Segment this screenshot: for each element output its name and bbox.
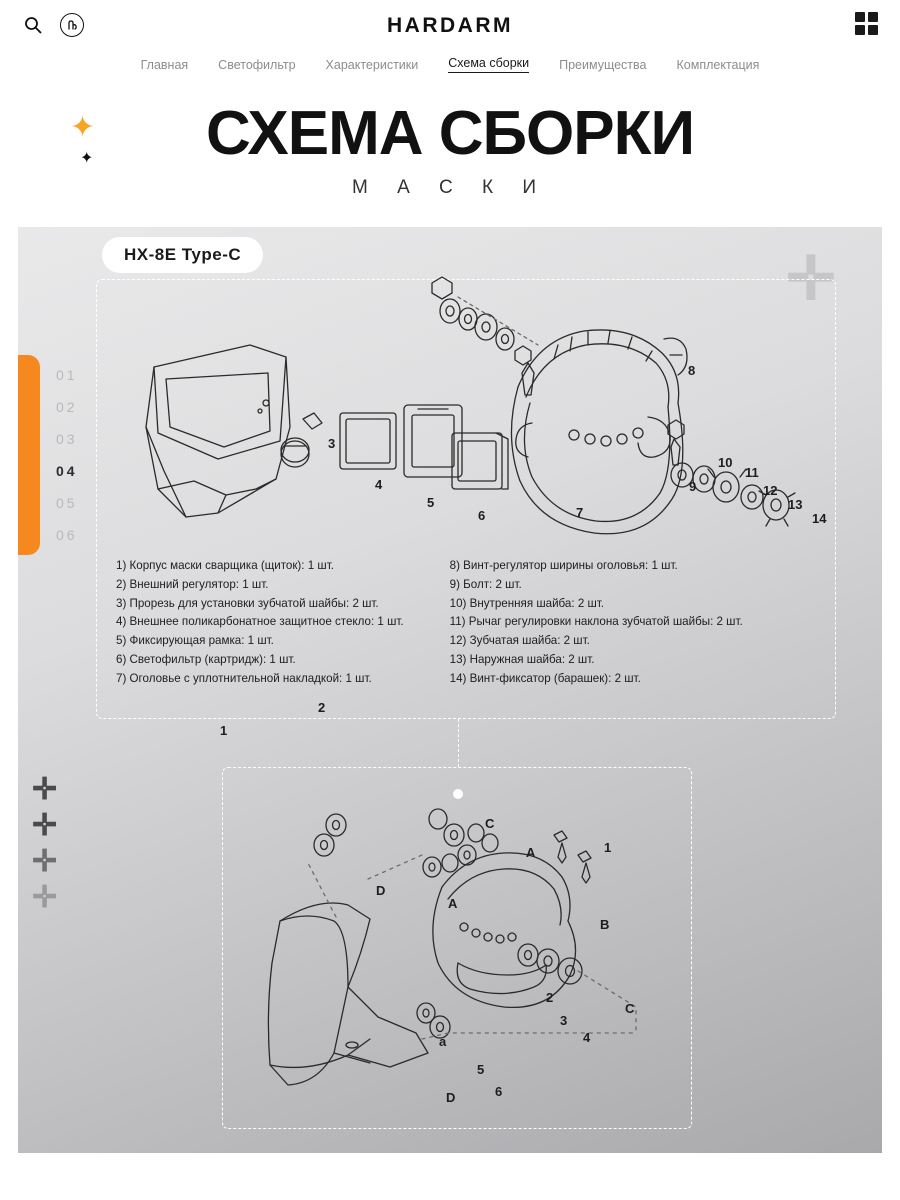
- site-header: [0, 0, 900, 52]
- plus-decor-icon: ✛: [32, 809, 58, 842]
- frame-connector-line: [458, 719, 459, 767]
- search-icon[interactable]: [20, 12, 46, 38]
- callout-7: 7: [576, 505, 584, 520]
- hero-subtitle: М А С К И: [351, 177, 549, 198]
- legend-item: 5) Фиксирующая рамка: 1 шт.: [116, 634, 274, 648]
- legend-item: 2) Внешний регулятор: 1 шт.: [116, 577, 269, 591]
- sparkle-small-icon: ✦: [80, 150, 94, 167]
- exploded-view-frame-bottom: [222, 767, 692, 1129]
- callout-2: 2: [318, 700, 326, 715]
- frame-connector-dot: [453, 789, 463, 799]
- callout-b4: 4: [583, 1030, 591, 1045]
- callout-11: 11: [745, 465, 759, 480]
- callout-12: 12: [763, 483, 778, 498]
- step-indicator-list: [56, 367, 78, 543]
- legend-item: 1) Корпус маски сварщика (щиток): 1 шт.: [116, 559, 334, 572]
- accent-side-tab: [18, 355, 40, 555]
- callout-b1: 1: [604, 840, 612, 855]
- callout-13: 13: [788, 497, 803, 512]
- callout-A2: A: [526, 845, 536, 860]
- callout-1: 1: [220, 723, 228, 738]
- callout-b2: 2: [546, 990, 554, 1005]
- legend-item: 14) Винт-фиксатор (барашек): 2 шт.: [449, 671, 641, 685]
- nav-item-komplektaciya[interactable]: Комплектация: [676, 57, 760, 72]
- legend-item: 13) Наружная шайба: 2 шт.: [449, 652, 595, 666]
- callout-4: 4: [375, 477, 383, 492]
- legend-column-right: [450, 557, 743, 688]
- plus-decor-icon: ✛: [32, 773, 58, 806]
- callout-A: A: [448, 896, 458, 911]
- assembly-scheme-panel: [18, 227, 882, 1153]
- legend-item: 10) Внутренняя шайба: 2 шт.: [449, 596, 605, 610]
- callout-3: 3: [328, 436, 336, 451]
- step-01[interactable]: 01: [56, 367, 78, 383]
- main-nav: [0, 52, 900, 91]
- nav-item-svetofiltr[interactable]: Светофильтр: [218, 57, 296, 72]
- callout-C: C: [485, 816, 495, 831]
- nav-item-glavnaya[interactable]: Главная: [140, 57, 189, 72]
- callout-b6: 6: [495, 1084, 503, 1099]
- step-06[interactable]: 06: [56, 527, 78, 543]
- callout-6: 6: [478, 508, 486, 523]
- legend-item: 12) Зубчатая шайба: 2 шт.: [449, 634, 590, 648]
- legend-item: 9) Болт: 2 шт.: [449, 577, 522, 591]
- step-02[interactable]: 02: [56, 399, 78, 415]
- callout-a-small: a: [439, 1034, 447, 1049]
- model-badge: HX-8E Type-C: [102, 237, 263, 273]
- plus-decor-icon: ✛: [32, 845, 58, 878]
- step-03[interactable]: 03: [56, 431, 78, 447]
- callout-D2: D: [446, 1090, 456, 1105]
- grid-menu-icon[interactable]: [855, 12, 878, 35]
- sparkle-icon: ✦: [70, 111, 96, 144]
- legend-item: 4) Внешнее поликарбонатное защитное стекло: 1 шт.: [116, 615, 404, 629]
- nav-item-shema-sborki[interactable]: Схема сборки: [448, 56, 529, 73]
- callout-B: B: [600, 917, 610, 932]
- hero-section: [0, 99, 900, 199]
- callout-5: 5: [427, 495, 435, 510]
- callout-14: 14: [812, 511, 827, 526]
- legend-column-left: [116, 557, 404, 688]
- plus-decor-icon: ✛: [785, 245, 836, 312]
- legend-item: 6) Светофильтр (картридж): 1 шт.: [116, 652, 296, 666]
- legend-item: 3) Прорезь для установки зубчатой шайбы: 2 шт.: [116, 596, 379, 610]
- page-title: HARDARM: [387, 14, 513, 37]
- step-04[interactable]: 04: [56, 463, 78, 479]
- callout-b5: 5: [477, 1062, 485, 1077]
- hardarm-logo-icon[interactable]: [60, 13, 84, 37]
- callout-C2: C: [625, 1001, 635, 1016]
- parts-legend: [116, 557, 836, 688]
- nav-item-preimushestva[interactable]: Преимущества: [559, 57, 647, 72]
- callout-D: D: [376, 883, 386, 898]
- hero-title: СХЕМА СБОРКИ: [205, 99, 695, 168]
- callout-9: 9: [689, 479, 697, 494]
- callout-10: 10: [718, 455, 733, 470]
- step-05[interactable]: 05: [56, 495, 78, 511]
- legend-item: 8) Винт-регулятор ширины оголовья: 1 шт.: [449, 559, 678, 572]
- legend-item: 7) Оголовье с уплотнительной накладкой: 1 шт.: [116, 671, 372, 685]
- legend-item: 11) Рычаг регулировки наклона зубчатой шайбы: 2 шт.: [449, 615, 743, 629]
- plus-decor-icon: ✛: [32, 881, 58, 914]
- header-left-controls: [20, 12, 84, 38]
- callout-8: 8: [688, 363, 696, 378]
- callout-b3: 3: [560, 1013, 568, 1028]
- nav-item-harakteristiki[interactable]: Характеристики: [325, 57, 419, 72]
